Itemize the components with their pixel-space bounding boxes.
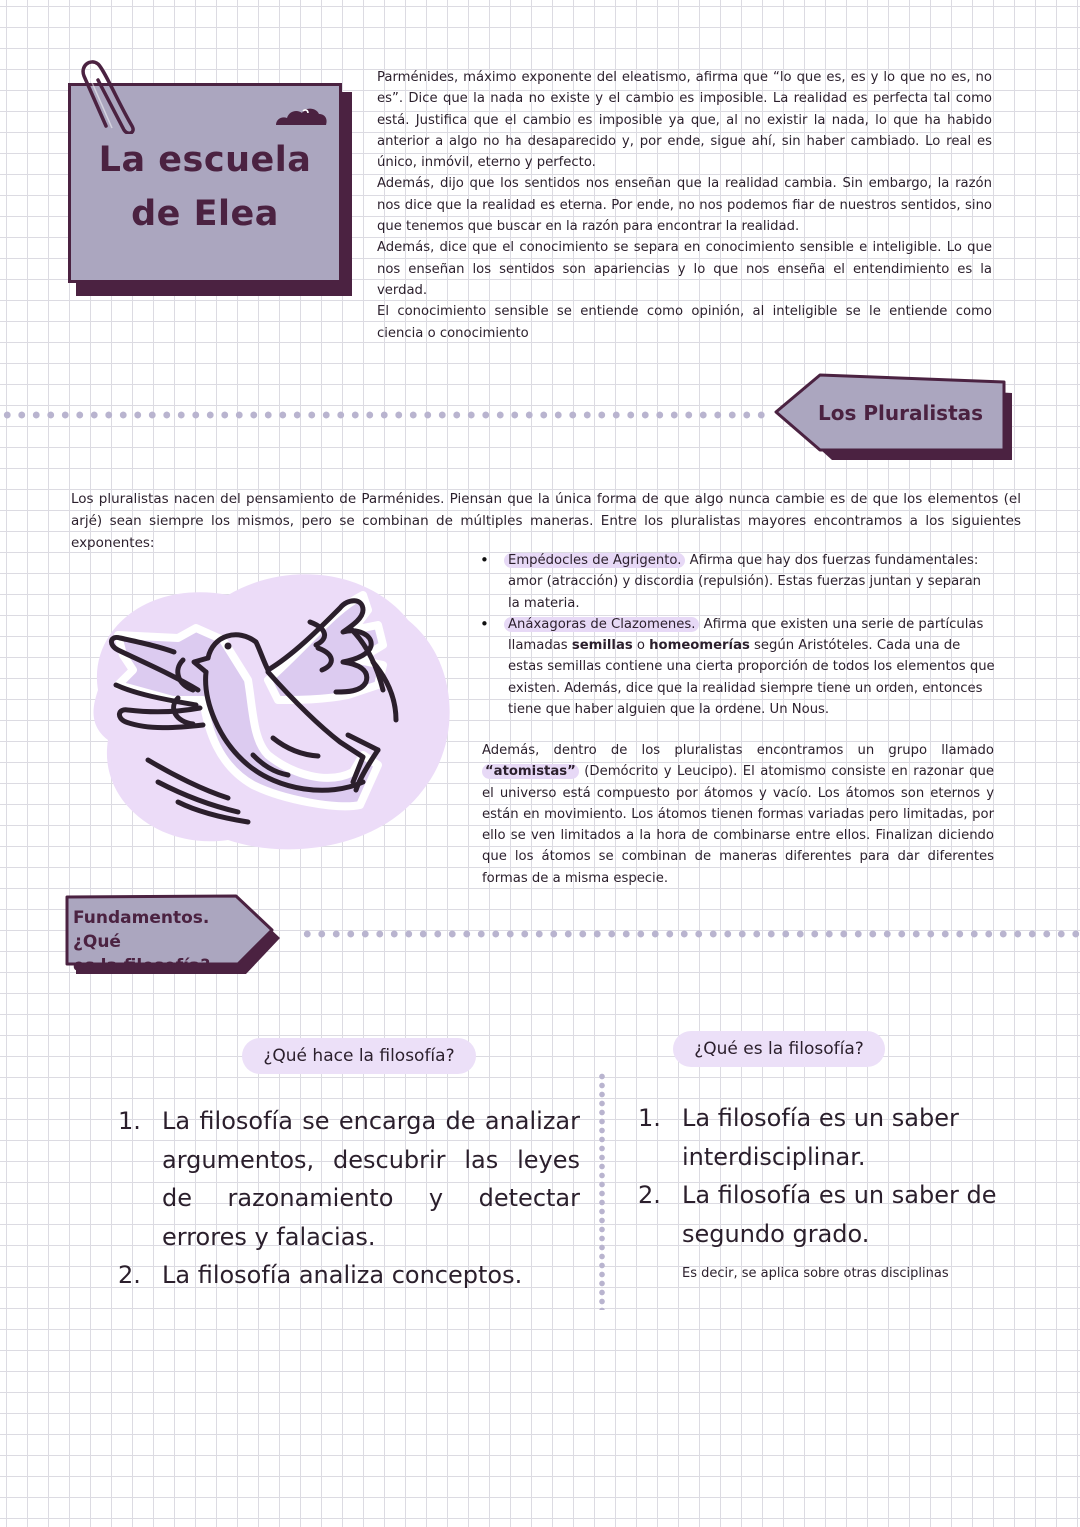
atomists-text-after: (Demócrito y Leucipo). El atomismo consiste en razonar que el universo está compuesto por átomos y vacío. Los átomos son eternos y están en movimiento. Los átomos tienen formas variadas pero limitadas, por ello se ven limitados a la hora de combinarse entre ellos. Finalizan diciendo que los átomos se combinan de maneras diferentes para dar diferentes formas de a misma especie. bbox=[482, 764, 994, 886]
anaxagoras-name: Anáxagoras de Clazomenes. bbox=[504, 617, 699, 632]
page-title: La escuela de Elea bbox=[98, 140, 312, 234]
item-note: Es decir, se aplica sobre otras disciplinas bbox=[682, 1266, 949, 1281]
empedocles-name: Empédocles de Agrigento. bbox=[504, 553, 685, 568]
term-homeomerias: homeomerías bbox=[649, 638, 750, 654]
pluralists-header: Los Pluralistas bbox=[818, 401, 984, 425]
dove-icon bbox=[78, 550, 458, 870]
atomists-highlight: “atomistas” bbox=[482, 764, 579, 779]
que-hace-list bbox=[118, 1102, 580, 1295]
paragraph: Además, dice que el conocimiento se separa en conocimiento sensible e inteligible. Lo que nos enseñan los sentidos son apariencias y lo que nos enseña el entendimiento es la verdad. bbox=[377, 240, 992, 298]
que-hace-pill: ¿Qué hace la filosofía? bbox=[242, 1038, 476, 1074]
paperclip-icon bbox=[76, 56, 140, 134]
dotted-divider bbox=[300, 929, 1080, 939]
anaxagoras-text-b: o bbox=[632, 638, 650, 654]
pluralists-list bbox=[480, 550, 995, 720]
fundamentos-header-line: Fundamentos. ¿Qué bbox=[73, 908, 210, 952]
vertical-dotted-divider bbox=[598, 1072, 606, 1310]
item-text: La filosofía es un saber de segundo grado. bbox=[682, 1181, 997, 1248]
anaxagoras-text-c: según Aristóteles. Cada una de estas semillas contiene una cierta proporción de todos los elementos que existen. Además, dice que la realidad siempre tiene un orden, entonces tiene que haber alguien que la ordene. Un Nous. bbox=[508, 638, 995, 718]
item-text: La filosofía analiza conceptos. bbox=[162, 1261, 523, 1289]
que-es-pill: ¿Qué es la filosofía? bbox=[673, 1031, 885, 1067]
fundamentos-header-line: es la filosofía? bbox=[73, 956, 211, 976]
list-item bbox=[508, 614, 995, 720]
atomists-text-before: Además, dentro de los pluralistas encontramos un grupo llamado bbox=[482, 743, 994, 758]
list-item bbox=[118, 1256, 580, 1295]
dotted-divider bbox=[0, 410, 772, 420]
empedocles-text: Afirma que hay dos fuerzas fundamentales: amor (atracción) y discordia (repulsión). Estas fuerzas juntan y separan la materia. bbox=[508, 553, 982, 611]
paragraph: Además, dijo que los sentidos nos enseñan que la realidad cambia. Sin embargo, la razón nos dice que la realidad es eterna. Por ende, no nos podemos fiar de nuestros sentidos, sino que tenemos que buscar en la razón para encontrar la realidad. bbox=[377, 176, 992, 235]
pluralists-intro: Los pluralistas nacen del pensamiento de Parménides. Piensan que la única forma de que algo nunca cambie es de que los elementos (el arjé) sean siempre los mismos, pero se combinan de múltiples maneras. Entre los pluralistas mayores encontramos a los siguientes exponentes: bbox=[71, 491, 1021, 551]
list-item bbox=[638, 1176, 1008, 1253]
list-item bbox=[638, 1099, 1008, 1176]
paragraph: Parménides, máximo exponente del eleatismo, afirma que “lo que es, es y lo que no es, no es”. Dice que la nada no existe y el cambio es imposible. La realidad es perfecta tal como está. Justifica que el cambio es imposible ya que, al no existir la nada, lo que ha habido anterior a algo no ha desaparecido y, por ende, sigue ahí, sin haber cambiado. Lo real es único, inmóvil, eterno y perfecto. bbox=[377, 70, 992, 171]
item-number: 2. bbox=[638, 1181, 661, 1209]
eleatic-text bbox=[377, 67, 992, 344]
list-item bbox=[118, 1102, 580, 1256]
item-number: 1. bbox=[118, 1107, 141, 1135]
list-item bbox=[508, 550, 995, 614]
cloud-icon bbox=[272, 101, 330, 129]
item-text: La filosofía es un saber interdisciplinar. bbox=[682, 1104, 959, 1171]
fundamentos-header bbox=[73, 906, 263, 978]
term-semillas: semillas bbox=[571, 638, 633, 654]
atomists-paragraph bbox=[482, 740, 994, 889]
anaxagoras-text-a: Afirma que existen una serie de partículas llamadas bbox=[508, 616, 984, 654]
item-text: La filosofía se encarga de analizar argumentos, descubrir las leyes de razonamiento y detectar errores y falacias. bbox=[162, 1107, 580, 1251]
paragraph: El conocimiento sensible se entiende como opinión, al inteligible se le entiende como ciencia o conocimiento bbox=[377, 304, 992, 341]
item-number: 2. bbox=[118, 1261, 141, 1289]
item-number: 1. bbox=[638, 1104, 661, 1132]
que-es-list bbox=[638, 1099, 1008, 1294]
